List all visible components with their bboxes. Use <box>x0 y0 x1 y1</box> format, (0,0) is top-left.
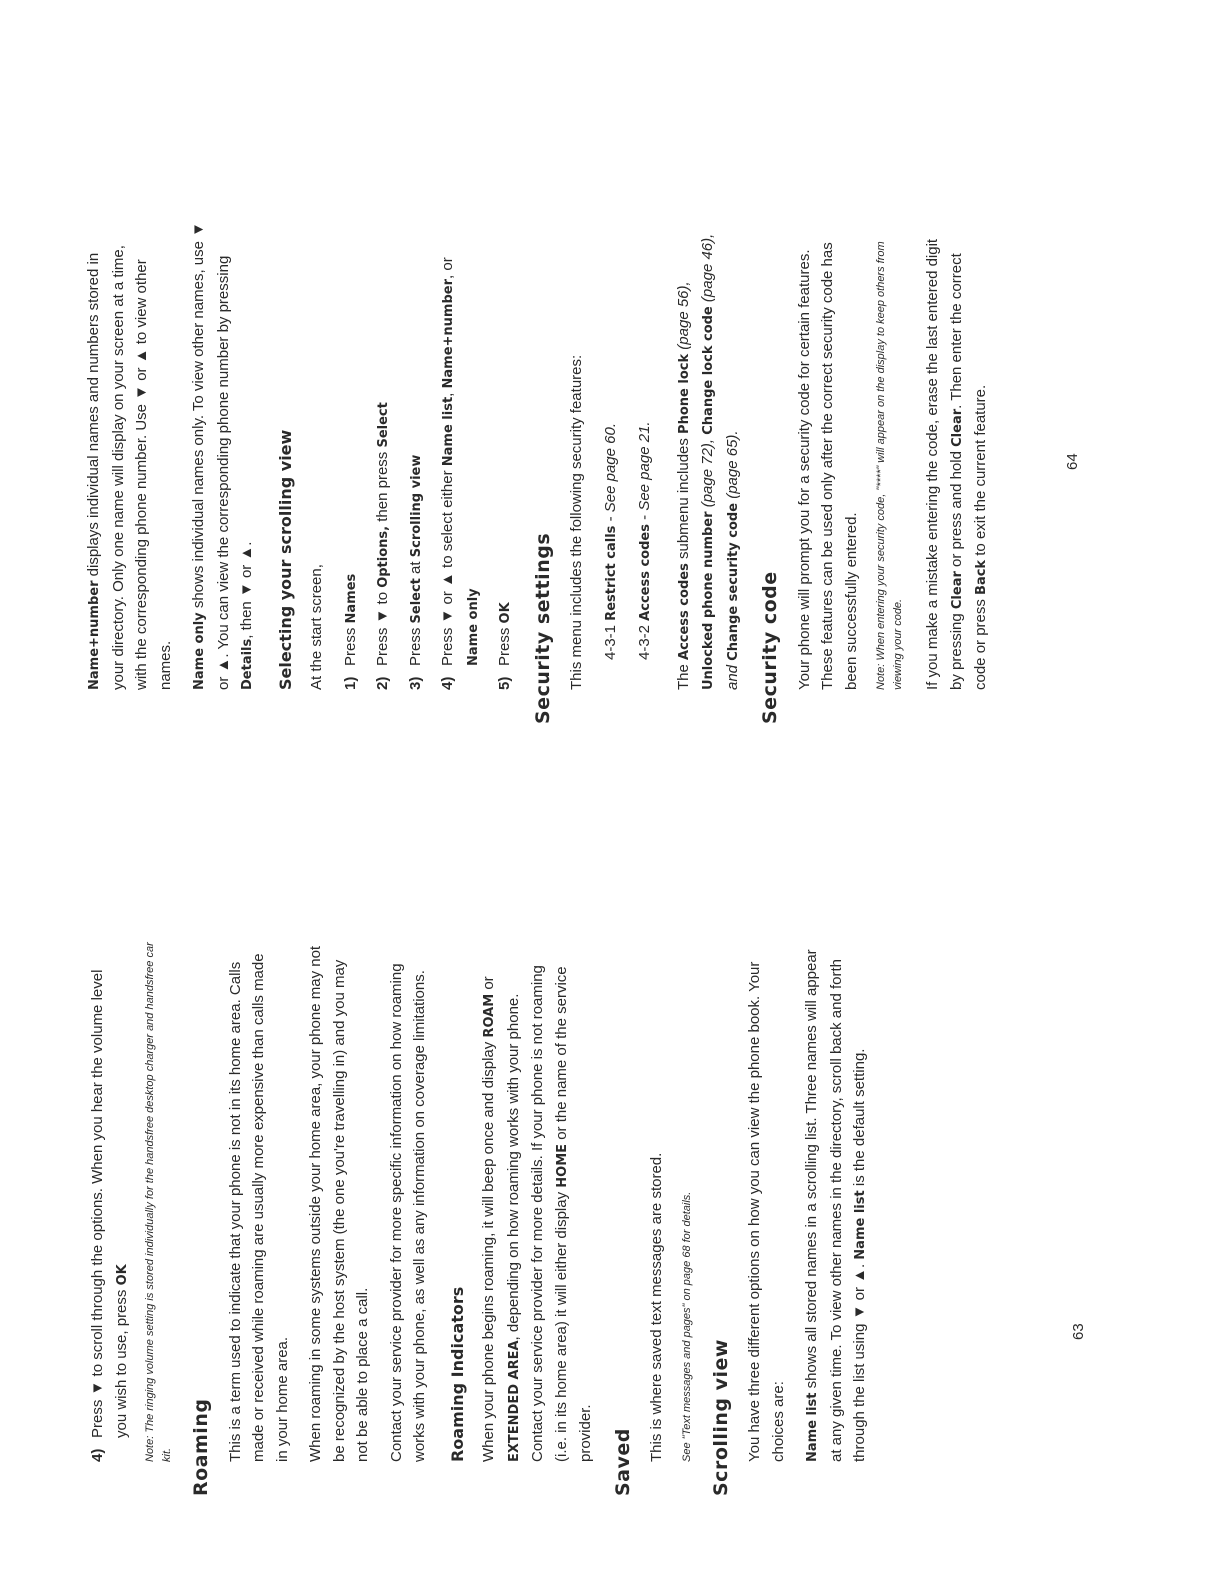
saved-note: See "Text messages and pages" on page 68 for details. <box>680 1191 693 1462</box>
name-only-paragraph: Name only shows individual names only. To view other names, use ▼ or ▲. You can view the corresponding phone number by pressing Details, then ▼ or ▲. <box>190 222 255 690</box>
roaming-paragraph-1: This is a term used to indicate that your phone is not in its home area. Calls made or received while roaming are usually more expensive than calls made in your home area. <box>226 953 291 1462</box>
heading-roaming: Roaming <box>190 1398 212 1496</box>
security-code-note: Note: When entering your security code, "****" will appear on the display to keep others from viewing your code. <box>875 241 904 690</box>
security-code-paragraph-2: If you make a mistake entering the code, erase the last entered digit by pressing Clear or press and hold Clear. Then enter the correct code or press Back to exit the current feature. <box>924 238 989 690</box>
step-4-volume <box>86 942 134 1462</box>
heading-roaming-indicators: Roaming Indicators <box>447 1286 467 1462</box>
security-intro: This menu includes the following security features: <box>568 354 585 690</box>
name-number-paragraph: Name+number displays individual names and numbers stored in your directory. Only one name will display on your screen at a time, with the corresponding phone number. Use ▼ or ▲ to view other names. <box>85 245 174 690</box>
select-step-4: 4) Press ▼ or ▲ to select either Name list, Name+number, or Name only <box>439 257 481 690</box>
access-codes-paragraph: The Access codes submenu includes Phone lock (page 56), Unlocked phone number (page 72), Change lock code (page 46), and Change security code (page 65). <box>674 233 741 690</box>
selecting-intro: At the start screen, <box>308 564 325 690</box>
step-text: Press ▼ to scroll through the options. When you hear the volume level you wish to use, press OK <box>89 969 130 1438</box>
roaming-paragraph-2: When roaming in some systems outside your home area, your phone may not be recognized by the host system (the one you're travelling in) and you may not be able to place a call. <box>307 945 371 1462</box>
select-step-1: 1) Press Names <box>341 573 359 690</box>
security-item-restrict-calls: 4-3-1 Restrict calls - See page 60. <box>601 422 619 660</box>
select-step-5: 5) Press OK <box>496 602 513 690</box>
saved-paragraph: This is where saved text messages are stored. <box>648 1152 665 1462</box>
security-features-list <box>599 220 658 690</box>
heading-security-settings: Security settings <box>531 532 554 724</box>
security-item-access-codes: 4-3-2 Access codes - See page 21. <box>636 421 653 660</box>
page-63-content <box>86 942 873 1496</box>
security-code-paragraph-1: Your phone will prompt you for a security code for certain features. These features can be used only after the correct security code has been successfully entered. <box>795 242 860 690</box>
scrolling-paragraph-2: Name list shows all stored names in a scrolling list. Three names will appear at any given time. To view other names in the directory, scroll back and forth through the list using ▼ or ▲. Name list is the default setting. <box>803 949 868 1462</box>
scrolling-paragraph-1: You have three different options on how you can view the phone book. Your choices are: <box>746 961 787 1462</box>
page-64 <box>82 220 1082 724</box>
heading-scrolling-view: Scrolling view <box>709 1339 732 1496</box>
note-ringing-volume: Note: The ringing volume setting is stored individually for the handsfree desktop charger and handsfree car kit. <box>144 942 173 1462</box>
step-number: 4) <box>89 1448 106 1462</box>
roaming-indicators-paragraph: When your phone begins roaming, it will beep once and display ROAM or EXTENDED AREA, depending on how roaming works with your phone. Contact your service provider for more details. If your phone is not roaming (i.e. in its home area) it will either display HOME or the name of the service provider. <box>480 965 594 1462</box>
heading-selecting-scrolling-view: Selecting your scrolling view <box>275 429 295 690</box>
roaming-paragraph-3: Contact your service provider for more specific information on how roaming works with your phone, as well as any information on coverage limitations. <box>387 963 428 1462</box>
heading-security-code: Security code <box>759 571 781 724</box>
page-number-63: 63 <box>1070 1323 1087 1340</box>
page-64-content <box>82 220 994 724</box>
select-step-2: 2) Press ▼ to Options, then press Select <box>374 402 391 690</box>
page-number-64: 64 <box>1064 453 1081 470</box>
heading-saved: Saved <box>611 1428 634 1496</box>
select-step-3: 3) Press Select at Scrolling view <box>406 454 424 690</box>
